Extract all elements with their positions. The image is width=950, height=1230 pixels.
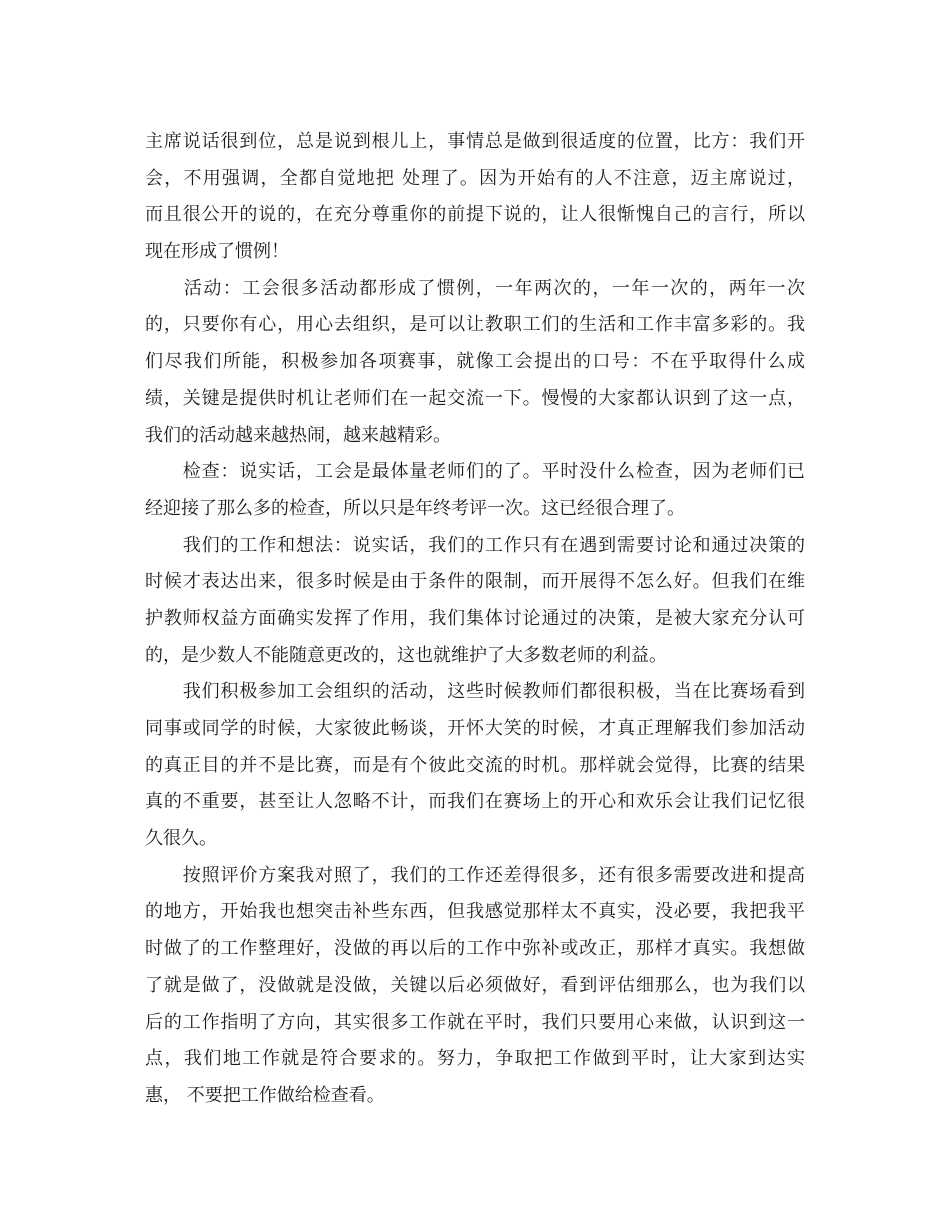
paragraph-p4 <box>145 528 805 675</box>
paragraph-p1 <box>145 124 805 271</box>
text-line: 按照评价方案我对照了，我们的工作还差得很多，还有很多需要改进和提高 <box>145 864 805 886</box>
text-line: 的，是少数人不能随意更改的，这也就维护了大多数老师的利益。 <box>145 644 667 666</box>
text-line: 绩，关键是提供时机让老师们在一起交流一下。慢慢的大家都认识到了这一点， <box>145 387 805 409</box>
text-line: 惠， 不要把工作做给检查看。 <box>145 1084 385 1106</box>
text-line: 真的不重要，甚至让人忽略不计，而我们在赛场上的开心和欢乐会让我们记忆很 <box>145 791 805 813</box>
text-line: 我们的工作和想法：说实话，我们的工作只有在遇到需要讨论和通过决策的 <box>145 534 805 556</box>
text-line: 我们积极参加工会组织的活动，这些时候教师们都很积极，当在比赛场看到 <box>145 681 805 703</box>
text-line: 的真正目的并不是比赛，而是有个彼此交流的时机。那样就会觉得，比赛的结果 <box>145 754 805 776</box>
text-line: 护教师权益方面确实发挥了作用，我们集体讨论通过的决策，是被大家充分认可 <box>145 607 805 629</box>
text-line: 而且很公开的说的，在充分尊重你的前提下说的，让人很惭愧自己的言行，所以 <box>145 204 805 226</box>
text-line: 会，不用强调，全都自觉地把 处理了。因为开始有的人不注意，迈主席说过， <box>145 167 805 189</box>
text-line: 我们的活动越来越热闹，越来越精彩。 <box>145 424 451 446</box>
text-line: 后的工作指明了方向，其实很多工作就在平时，我们只要用心来做，认识到这一 <box>145 1011 805 1033</box>
text-line: 了就是做了，没做就是没做，关键以后必须做好，看到评估细那么，也为我们以 <box>145 974 805 996</box>
text-line: 时候才表达出来，很多时候是由于条件的限制，而开展得不怎么好。但我们在维 <box>145 571 805 593</box>
paragraph-p6 <box>145 858 805 1115</box>
paragraph-p5 <box>145 674 805 857</box>
text-line: 的，只要你有心，用心去组织，是可以让教职工们的生活和工作丰富多彩的。我 <box>145 314 805 336</box>
text-line: 时做了的工作整理好，没做的再以后的工作中弥补或改正，那样才真实。我想做 <box>145 938 805 960</box>
paragraph-p3 <box>145 454 805 527</box>
text-line: 们尽我们所能，积极参加各项赛事，就像工会提出的口号：不在乎取得什么成 <box>145 351 805 373</box>
text-line: 经迎接了那么多的检查，所以只是年终考评一次。这已经很合理了。 <box>145 497 685 519</box>
text-line: 活动：工会很多活动都形成了惯例，一年两次的，一年一次的，两年一次 <box>145 277 805 299</box>
text-line: 检查：说实话，工会是最体量老师们的了。平时没什么检查，因为老师们已 <box>145 461 805 483</box>
text-line: 久很久。 <box>145 828 217 850</box>
document-body <box>145 124 805 1115</box>
text-line: 同事或同学的时候，大家彼此畅谈，开怀大笑的时候，才真正理解我们参加活动 <box>145 718 805 739</box>
text-line: 的地方，开始我也想突击补些东西，但我感觉那样太不真实，没必要，我把我平 <box>145 901 805 923</box>
text-line: 现在形成了惯例！ <box>145 241 289 263</box>
text-line: 主席说话很到位，总是说到根儿上，事情总是做到很适度的位置，比方：我们开 <box>145 131 805 152</box>
text-line: 点，我们地工作就是符合要求的。努力，争取把工作做到平时，让大家到达实 <box>145 1048 805 1070</box>
paragraph-p2 <box>145 271 805 454</box>
